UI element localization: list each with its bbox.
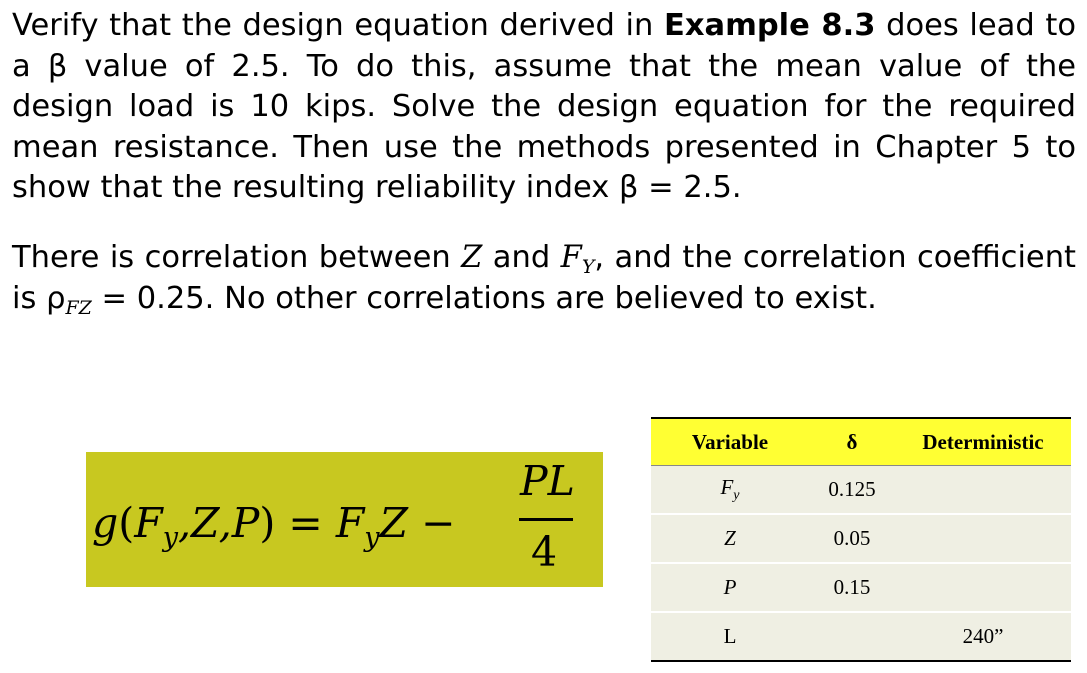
table-header-row <box>651 418 1071 466</box>
eq-args: ,Z,P <box>177 499 260 547</box>
variable-fy-subscript: Y <box>581 256 595 278</box>
variable-symbol: L <box>723 624 737 648</box>
variable-subscript: y <box>733 488 740 503</box>
limit-state-equation-box <box>86 452 603 587</box>
variable-fy: F <box>560 240 582 275</box>
table-row <box>651 612 1071 661</box>
statement-text-2: does lead to a β value of 2.5. To do this, assume that the mean value of the design load is 10 kips. Solve the design equation for the required mean resistance. Then use the methods presented in Chapter 5 to show that the resulting reliability index β = 2.5. <box>12 8 1076 205</box>
statement-text-1: Verify that the design equation derived in <box>12 8 664 43</box>
note-text-3: , and the correlation coefficient is <box>12 240 1076 316</box>
cell-variable <box>651 563 809 612</box>
cell-delta <box>809 612 895 661</box>
cell-variable <box>651 466 809 515</box>
eq-f2-subscript: y <box>364 522 380 553</box>
eq-open-paren: ( <box>118 499 135 547</box>
table-row <box>651 514 1071 563</box>
table-row <box>651 563 1071 612</box>
variable-symbol: Z <box>724 526 736 550</box>
note-text-2: and <box>482 240 561 275</box>
cell-deterministic <box>895 514 1071 563</box>
cell-deterministic <box>895 466 1071 515</box>
cell-delta: 0.05 <box>809 514 895 563</box>
eq-z: Z <box>379 499 409 547</box>
note-text-4: = 0.25. No other correlations are believed to exist. <box>91 280 877 316</box>
eq-fraction-numerator: PL <box>520 457 575 505</box>
eq-close-paren: ) <box>259 499 276 547</box>
example-reference: Example 8.3 <box>663 8 876 43</box>
rho-symbol: ρ <box>46 280 66 316</box>
header-delta: δ <box>809 418 895 466</box>
cell-delta: 0.15 <box>809 563 895 612</box>
variable-symbol: P <box>723 575 737 599</box>
table-row <box>651 466 1071 515</box>
note-text-1: There is correlation between <box>12 240 462 275</box>
variables-table <box>651 417 1071 662</box>
eq-fraction-denominator: 4 <box>531 528 558 576</box>
eq-f2: F <box>335 499 365 547</box>
cell-deterministic <box>895 563 1071 612</box>
cell-variable <box>651 612 809 661</box>
variable-z: Z <box>461 240 483 275</box>
variable-symbol: F <box>720 475 734 499</box>
limit-state-equation <box>86 452 603 587</box>
cell-deterministic: 240” <box>895 612 1071 661</box>
eq-fraction-bar <box>519 518 573 521</box>
eq-minus: − <box>408 499 456 547</box>
cell-delta: 0.125 <box>809 466 895 515</box>
correlation-note <box>12 238 1076 319</box>
rho-subscript: FZ <box>65 296 92 319</box>
eq-g: g <box>92 499 119 547</box>
eq-equals: = <box>275 499 336 547</box>
header-variable: Variable <box>651 418 809 466</box>
eq-f1-subscript: y <box>162 522 178 553</box>
header-deterministic: Deterministic <box>895 418 1071 466</box>
eq-f1: F <box>134 499 163 547</box>
problem-statement <box>12 6 1076 209</box>
equation-left-side <box>92 499 456 553</box>
cell-variable <box>651 514 809 563</box>
